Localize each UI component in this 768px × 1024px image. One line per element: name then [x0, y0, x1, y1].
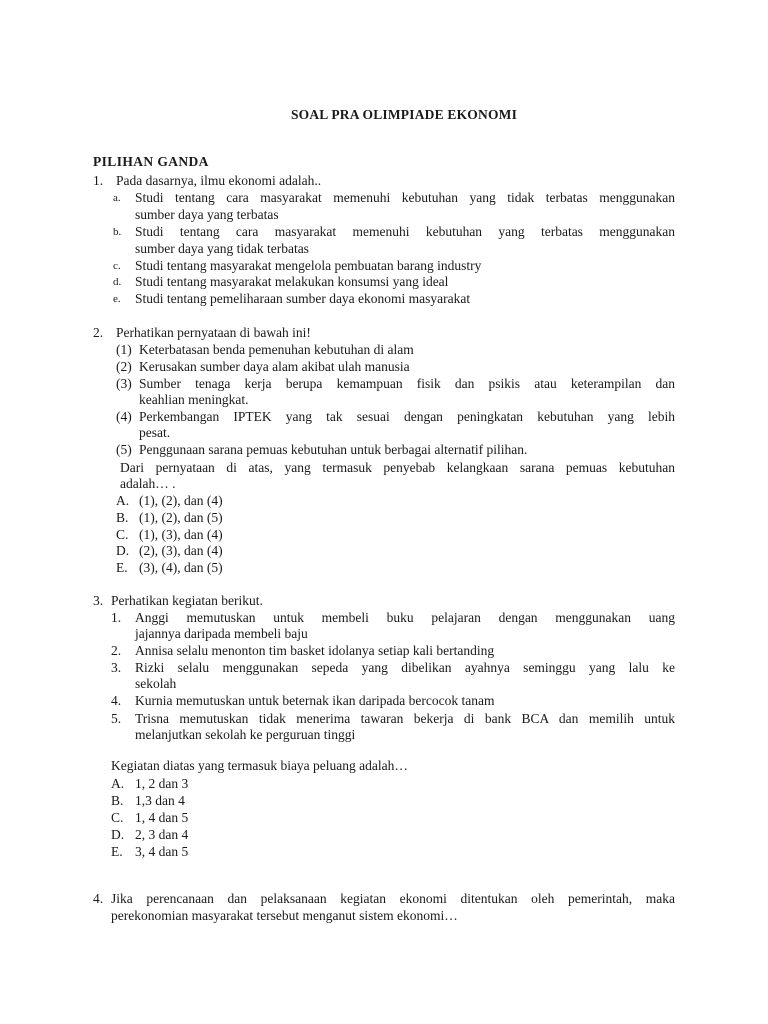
page-title: SOAL PRA OLIMPIADE EKONOMI: [290, 107, 518, 122]
option-label: c.: [113, 260, 121, 272]
item-text: Annisa selalu menonton tim basket idolanya setiap kali bertanding: [135, 643, 495, 658]
item-text: Rizki selalu menggunakan sepeda yang dibelikan ayahnya seminggu yang lalu ke: [135, 660, 675, 675]
item-label: 2.: [111, 643, 122, 658]
option-text: 1, 4 dan 5: [135, 810, 189, 825]
item-text: sekolah: [135, 676, 177, 691]
item-label: 3.: [111, 660, 122, 675]
question-number: 3.: [93, 593, 104, 608]
question-prompt: Dari pernyataan di atas, yang termasuk penyebab kelangkaan sarana pemuas kebutuhan: [120, 460, 675, 475]
statement-text: Kerusakan sumber daya alam akibat ulah manusia: [139, 359, 410, 374]
question-text: perekonomian masyarakat tersebut menganut sistem ekonomi…: [111, 908, 458, 923]
statement-text: Penggunaan sarana pemuas kebutuhan untuk berbagai alternatif pilihan.: [139, 442, 528, 457]
statement-text: keahlian meningkat.: [139, 392, 249, 407]
question-number: 2.: [93, 325, 104, 340]
option-label: E.: [111, 844, 123, 859]
question-prompt: adalah… .: [120, 476, 176, 491]
item-text: melanjutkan sekolah ke perguruan tinggi: [135, 727, 356, 742]
option-text: Studi tentang masyarakat melakukan konsumsi yang ideal: [135, 274, 449, 289]
statement-label: (2): [116, 359, 132, 374]
option-label: E.: [116, 560, 128, 575]
option-text: (1), (2), dan (5): [139, 510, 223, 525]
option-label: A.: [116, 493, 130, 508]
option-text: sumber daya yang terbatas: [135, 207, 279, 222]
item-text: Trisna memutuskan tidak menerima tawaran bekerja di bank BCA dan memilih untuk: [135, 711, 675, 726]
option-text: (1), (3), dan (4): [139, 527, 223, 542]
statement-label: (3): [116, 376, 132, 391]
section-heading: PILIHAN GANDA: [93, 154, 209, 169]
option-text: Studi tentang masyarakat mengelola pembuatan barang industry: [135, 258, 482, 273]
item-label: 4.: [111, 693, 122, 708]
question-text: Jika perencanaan dan pelaksanaan kegiatan ekonomi ditentukan oleh pemerintah, maka: [111, 891, 675, 906]
option-label: C.: [116, 527, 129, 542]
option-label: B.: [116, 510, 129, 525]
option-text: 1,3 dan 4: [135, 793, 185, 808]
option-label: a.: [113, 192, 121, 204]
statement-text: Keterbatasan benda pemenuhan kebutuhan di alam: [139, 342, 414, 357]
item-text: Kurnia memutuskan untuk beternak ikan daripada bercocok tanam: [135, 693, 495, 708]
statement-label: (4): [116, 409, 132, 424]
statement-label: (5): [116, 442, 132, 457]
option-label: e.: [113, 293, 121, 305]
question-text: Perhatikan pernyataan di bawah ini!: [116, 325, 311, 340]
option-label: b.: [113, 226, 122, 238]
statement-text: pesat.: [139, 425, 171, 440]
question-text: Pada dasarnya, ilmu ekonomi adalah..: [116, 173, 322, 188]
statement-text: Sumber tenaga kerja berupa kemampuan fisik dan psikis atau keterampilan dan: [139, 376, 675, 391]
item-text: Anggi memutuskan untuk membeli buku pelajaran dengan menggunakan uang: [135, 610, 675, 625]
item-text: jajannya daripada membeli baju: [135, 626, 308, 641]
option-text: Studi tentang cara masyarakat memenuhi kebutuhan yang terbatas menggunakan: [135, 224, 675, 239]
item-label: 5.: [111, 711, 122, 726]
question-prompt: Kegiatan diatas yang termasuk biaya peluang adalah…: [111, 758, 408, 773]
option-label: A.: [111, 776, 125, 791]
item-label: 1.: [111, 610, 122, 625]
option-text: Studi tentang cara masyarakat memenuhi kebutuhan yang tidak terbatas menggunakan: [135, 190, 675, 205]
option-label: D.: [111, 827, 125, 842]
option-label: D.: [116, 543, 130, 558]
option-text: 2, 3 dan 4: [135, 827, 189, 842]
option-text: (1), (2), dan (4): [139, 493, 223, 508]
statement-text: Perkembangan IPTEK yang tak sesuai dengan peningkatan kebutuhan yang lebih: [139, 409, 675, 424]
option-text: 1, 2 dan 3: [135, 776, 189, 791]
option-text: sumber daya yang tidak terbatas: [135, 241, 309, 256]
option-text: (2), (3), dan (4): [139, 543, 223, 558]
option-label: C.: [111, 810, 124, 825]
option-text: Studi tentang pemeliharaan sumber daya ekonomi masyarakat: [135, 291, 471, 306]
question-text: Perhatikan kegiatan berikut.: [111, 593, 263, 608]
option-text: (3), (4), dan (5): [139, 560, 223, 575]
option-label: d.: [113, 276, 122, 288]
statement-label: (1): [116, 342, 132, 357]
option-text: 3, 4 dan 5: [135, 844, 189, 859]
option-label: B.: [111, 793, 124, 808]
question-number: 1.: [93, 173, 104, 188]
question-number: 4.: [93, 891, 104, 906]
